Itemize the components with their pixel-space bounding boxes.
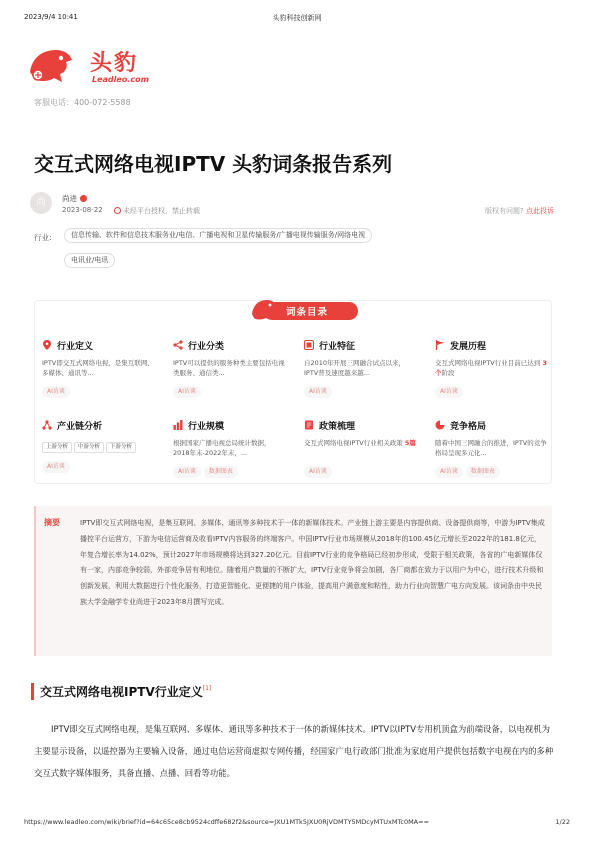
data-chart-chip[interactable]: 数据图表 [204,466,238,478]
catalog-desc-text: 交互式网络电视IPTV行业目前已达到 [435,359,543,367]
catalog-item-title: 行业规模 [188,422,225,432]
ai-interview-chip[interactable]: AI访谈 [304,386,332,398]
ai-interview-chip[interactable]: AI访谈 [42,386,70,398]
share-icon [173,340,183,350]
catalog-item-title: 行业分类 [188,342,225,352]
ai-interview-chip[interactable]: AI访谈 [173,466,201,478]
data-chart-chip[interactable]: 数据图表 [466,466,500,478]
catalog-title: 词条目录 [286,307,329,318]
catalog-item-competition[interactable] [435,420,547,478]
author-name-text: 尚进 [62,194,77,203]
ai-interview-chip[interactable]: AI访谈 [435,386,463,398]
section-accent-bar [31,683,34,700]
print-site-name: 头豹科技创新网 [272,14,322,22]
rights-complaint [485,206,554,216]
grid-icon [304,340,314,350]
catalog-item-chain[interactable] [42,420,154,473]
author-avatar[interactable]: 尚 [30,192,52,214]
catalog-item-classification[interactable] [173,340,285,398]
document-icon [304,420,314,430]
abstract-text: IPTV即交互式网络电视，是集互联网、多媒体、通讯等多种技术于一体的新媒体技术。产业链上游主要是内容提供商、设备提供商等，中游为IPTV集成播控平台运营方，下游为电信运营商及收看IPTV内容服务的终端客户。中国IPTV行业市场规模从2018年的100.45亿元增长至2022年的181.8亿元，年复合增长率为14.02%，预计2027年市场规模将达到327.20亿元。目前IPTV行业的竞争格局已经初步形成，受限于相关政策，各省的广电新媒体仅有一家，内部竞争较弱，外部竞争居有利地位。随着用户数量的不断扩大，IPTV行业竞争将会加剧，各厂商都在致力于以用户为中心，进行技术升级和创新发展，利用大数据进行个性化服务，打造更智能化、更便捷的用户体验，提高用户满意度和粘性，助力行业向智慧广电方向发展。该词条由中央民族大学金融学专业尚进于2023年8月撰写完成。 [80,519,545,606]
catalog-item-desc: 根据国家广播电视总局统计数据，2018年末-2022年末，... [173,439,271,457]
footnote-ref-link[interactable]: [1] [202,685,212,692]
author-name[interactable] [62,193,87,204]
service-phone: 客服电话：400-072-5588 [34,98,131,107]
complaint-link[interactable]: 点此投诉 [526,207,554,215]
print-datetime: 2023/9/4 10:41 [24,13,78,21]
leopard-logo-icon [26,42,74,90]
catalog-item-scale[interactable] [173,420,285,478]
ai-interview-chip[interactable]: AI访谈 [435,466,463,478]
pie-chart-icon [435,420,445,430]
chain-subtag[interactable]: 上游分析 [42,442,72,453]
section-title [40,683,211,700]
catalog-item-desc: 随着中国三网融合的推进，IPTV的竞争格局呈现多元化... [435,439,547,457]
leadleo-logo[interactable] [26,42,166,92]
reprint-notice-text: 未经平台授权，禁止转载 [123,207,200,215]
chain-subtag[interactable]: 中游分析 [74,442,104,453]
catalog-item-title: 发展历程 [450,342,487,352]
catalog-desc-text: 交互式网络电视IPTV行业相关政策 [304,439,405,447]
abstract-label: 摘要 [44,518,60,527]
ai-interview-chip[interactable]: AI访谈 [42,461,70,473]
bar-chart-icon [173,420,183,430]
author-badge-icon [80,195,87,202]
footer-url: https://www.leadleo.com/wiki/brief?id=64c65ce8cb9524cdffe682f2&source=JXU1MTk5JXU0RjVDMTY5MDcyMTUxMTc0MA== [24,818,430,826]
catalog-item-features[interactable] [304,340,416,398]
catalog-item-title: 产业链分析 [57,422,103,432]
pin-icon [42,340,52,350]
abstract-box [34,506,552,656]
chain-icon [42,420,52,430]
catalog-desc-highlight: 5篇 [404,439,416,447]
section-title-text: 交互式网络电视IPTV行业定义 [40,685,203,699]
catalog-desc-text: 阶段 [441,369,455,377]
catalog-item-definition[interactable] [42,340,154,398]
ai-interview-chip[interactable]: AI访谈 [304,466,332,478]
industry-tag[interactable]: 信息传输、软件和信息技术服务业/电信、广播电视和卫星传输服务/广播电视传输服务/网络电视 [64,228,372,243]
catalog-item-title: 政策梳理 [319,422,356,432]
catalog-item-desc [435,358,547,378]
rights-question: 版权有问题? [485,207,524,215]
catalog-item-title: 行业特征 [319,342,356,352]
catalog-item-desc: IPTV可以提供的服务种类主要包括电视类服务、通信类... [173,359,285,377]
catalog-item-desc: 自2010年开展三网融合试点以来，IPTV普及速度越来越... [304,359,406,377]
catalog-item-title: 行业定义 [57,342,94,352]
section-body: IPTV即交互式网络电视，是集互联网、多媒体、通讯等多种技术于一体的新媒体技术。IPTV以IPTV专用机顶盒为前端设备，以电视机为主要显示设备，以遥控器为主要输入设备，通过电信运营商虚拟专网传播，经国家广电行政部门批准为家庭用户提供包括数字电视在内的多种交互式数字媒体服务，具备直播、点播、回看等功能。 [34,724,554,778]
chain-subtag[interactable]: 下游分析 [106,442,136,453]
catalog-item-desc [304,438,416,458]
catalog-item-policy[interactable] [304,420,416,478]
catalog-badge [250,296,360,324]
ai-interview-chip[interactable]: AI访谈 [173,386,201,398]
leopard-badge-icon [250,296,278,324]
industry-label: 行业: [34,233,52,242]
flag-icon [435,340,445,350]
logo-chinese-name: 头豹 [90,51,139,76]
catalog-desc-highlight: 3个 [435,359,547,377]
print-header [24,13,570,23]
industry-tag[interactable]: 电讯业/电讯 [64,253,115,268]
reprint-notice [114,206,200,216]
publish-date: 2023-08-22 [62,206,103,214]
page-title: 交互式网络电视IPTV 头豹词条报告系列 [34,152,393,176]
chain-subtags [42,433,154,453]
logo-domain: Leadleo.com [92,75,149,84]
catalog-item-desc: IPTV即交互式网络电视，是集互联网、多媒体、通讯等... [42,359,154,377]
page-number: 1/22 [555,818,570,826]
catalog-item-history[interactable] [435,340,547,398]
catalog-item-title: 竞争格局 [450,422,487,432]
prohibited-icon [114,207,121,214]
